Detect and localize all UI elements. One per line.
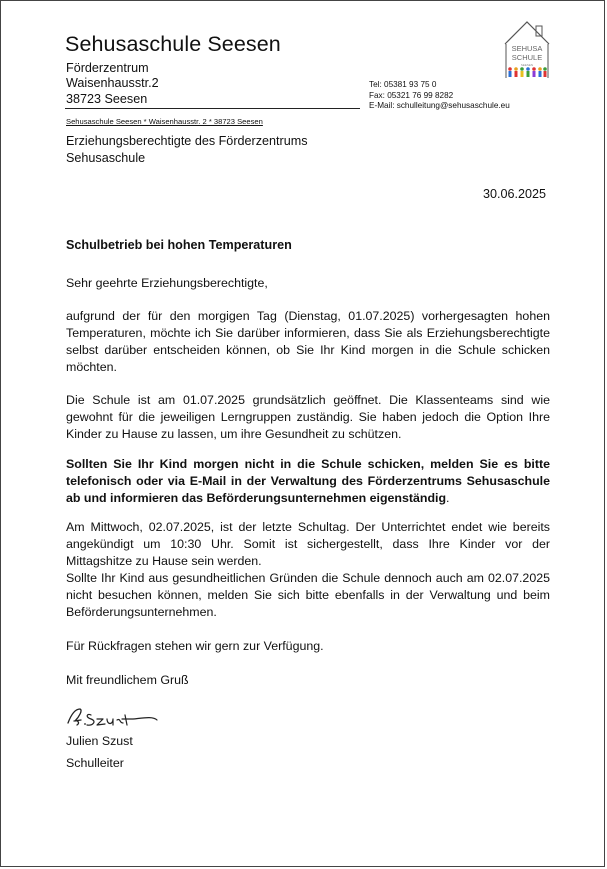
signer-role: Schulleiter bbox=[66, 756, 124, 770]
sender-address-line: Sehusaschule Seesen * Waisenhausstr. 2 * 38723 Seesen bbox=[66, 117, 263, 126]
address-line-2: Waisenhausstr.2 bbox=[66, 76, 159, 90]
handwritten-signature bbox=[65, 701, 161, 731]
header-divider bbox=[65, 108, 360, 109]
letter-date: 30.06.2025 bbox=[482, 187, 546, 201]
logo-text-top: SEHUSA bbox=[511, 44, 543, 53]
logo-text-bottom: SCHULE bbox=[511, 53, 543, 62]
paragraph-3-end: . bbox=[446, 491, 450, 505]
paragraph-1 bbox=[66, 308, 550, 376]
paragraph-2-text: Die Schule ist am 01.07.2025 grundsätzlich geöffnet. Die Klassenteams sind wie gewohnt für die jeweiligen Lerngruppen zuständig. Sie haben jedoch die Option Ihre Kinder zu Hause zu lassen, um ihre Gesundheit zu schützen. bbox=[66, 393, 550, 441]
paragraph-1-text: aufgrund der für den morgigen Tag (Dienstag, 01.07.2025) vorhergesagten hohen Temperaturen, möchte ich Sie darüber informieren, dass Sie als Erziehungsberechtigte selbst darüber entscheiden können, ob Sie Ihr Kind morgen in die Schule schicken möchten. bbox=[66, 309, 550, 374]
school-house-logo-icon bbox=[501, 18, 553, 82]
recipient-line-1: Erziehungsberechtigte des Förderzentrums bbox=[66, 134, 308, 148]
contact-email: E-Mail: schulleitung@sehusaschule.eu bbox=[369, 101, 510, 110]
paragraph-3 bbox=[66, 456, 550, 507]
paragraph-6: Für Rückfragen stehen wir gern zur Verfügung. bbox=[66, 639, 324, 653]
school-name: Sehusaschule Seesen bbox=[65, 32, 281, 56]
recipient-line-2: Sehusaschule bbox=[66, 151, 146, 165]
address-line-1: Förderzentrum bbox=[66, 61, 149, 75]
paragraph-3-bold-text: Sollten Sie Ihr Kind morgen nicht in die Schule schicken, melden Sie es bitte telefonisch oder via E-Mail in der Verwaltung des Förderzentrums Sehusaschule ab und informieren das Beförderungsunternehmen eigenständig bbox=[66, 457, 550, 505]
paragraph-4-text: Am Mittwoch, 02.07.2025, ist der letzte Schultag. Der Unterrichtet endet wie bereits angekündigt um 10:30 Uhr. Somit ist sichergestellt, dass Ihre Kinder vor der Mittagshitze zu Hause sein werden. bbox=[66, 520, 550, 568]
paragraph-2 bbox=[66, 392, 550, 443]
signer-name: Julien Szust bbox=[66, 734, 133, 748]
closing-phrase: Mit freundlichem Gruß bbox=[66, 673, 189, 687]
salutation: Sehr geehrte Erziehungsberechtigte, bbox=[66, 276, 268, 290]
contact-fax: Fax: 05321 76 99 8282 bbox=[369, 91, 454, 100]
paragraph-5-text: Sollte Ihr Kind aus gesundheitlichen Gründen die Schule dennoch auch am 02.07.2025 nicht besuchen können, melden Sie sich bitte ebenfalls in der Verwaltung und beim Beförderungsunternehmen. bbox=[66, 571, 550, 619]
logo-subtext: SEESEN bbox=[520, 63, 534, 67]
paragraph-4 bbox=[66, 519, 550, 621]
contact-phone: Tel: 05381 93 75 0 bbox=[369, 80, 437, 89]
letter-subject: Schulbetrieb bei hohen Temperaturen bbox=[66, 238, 292, 252]
address-line-3: 38723 Seesen bbox=[66, 92, 148, 106]
